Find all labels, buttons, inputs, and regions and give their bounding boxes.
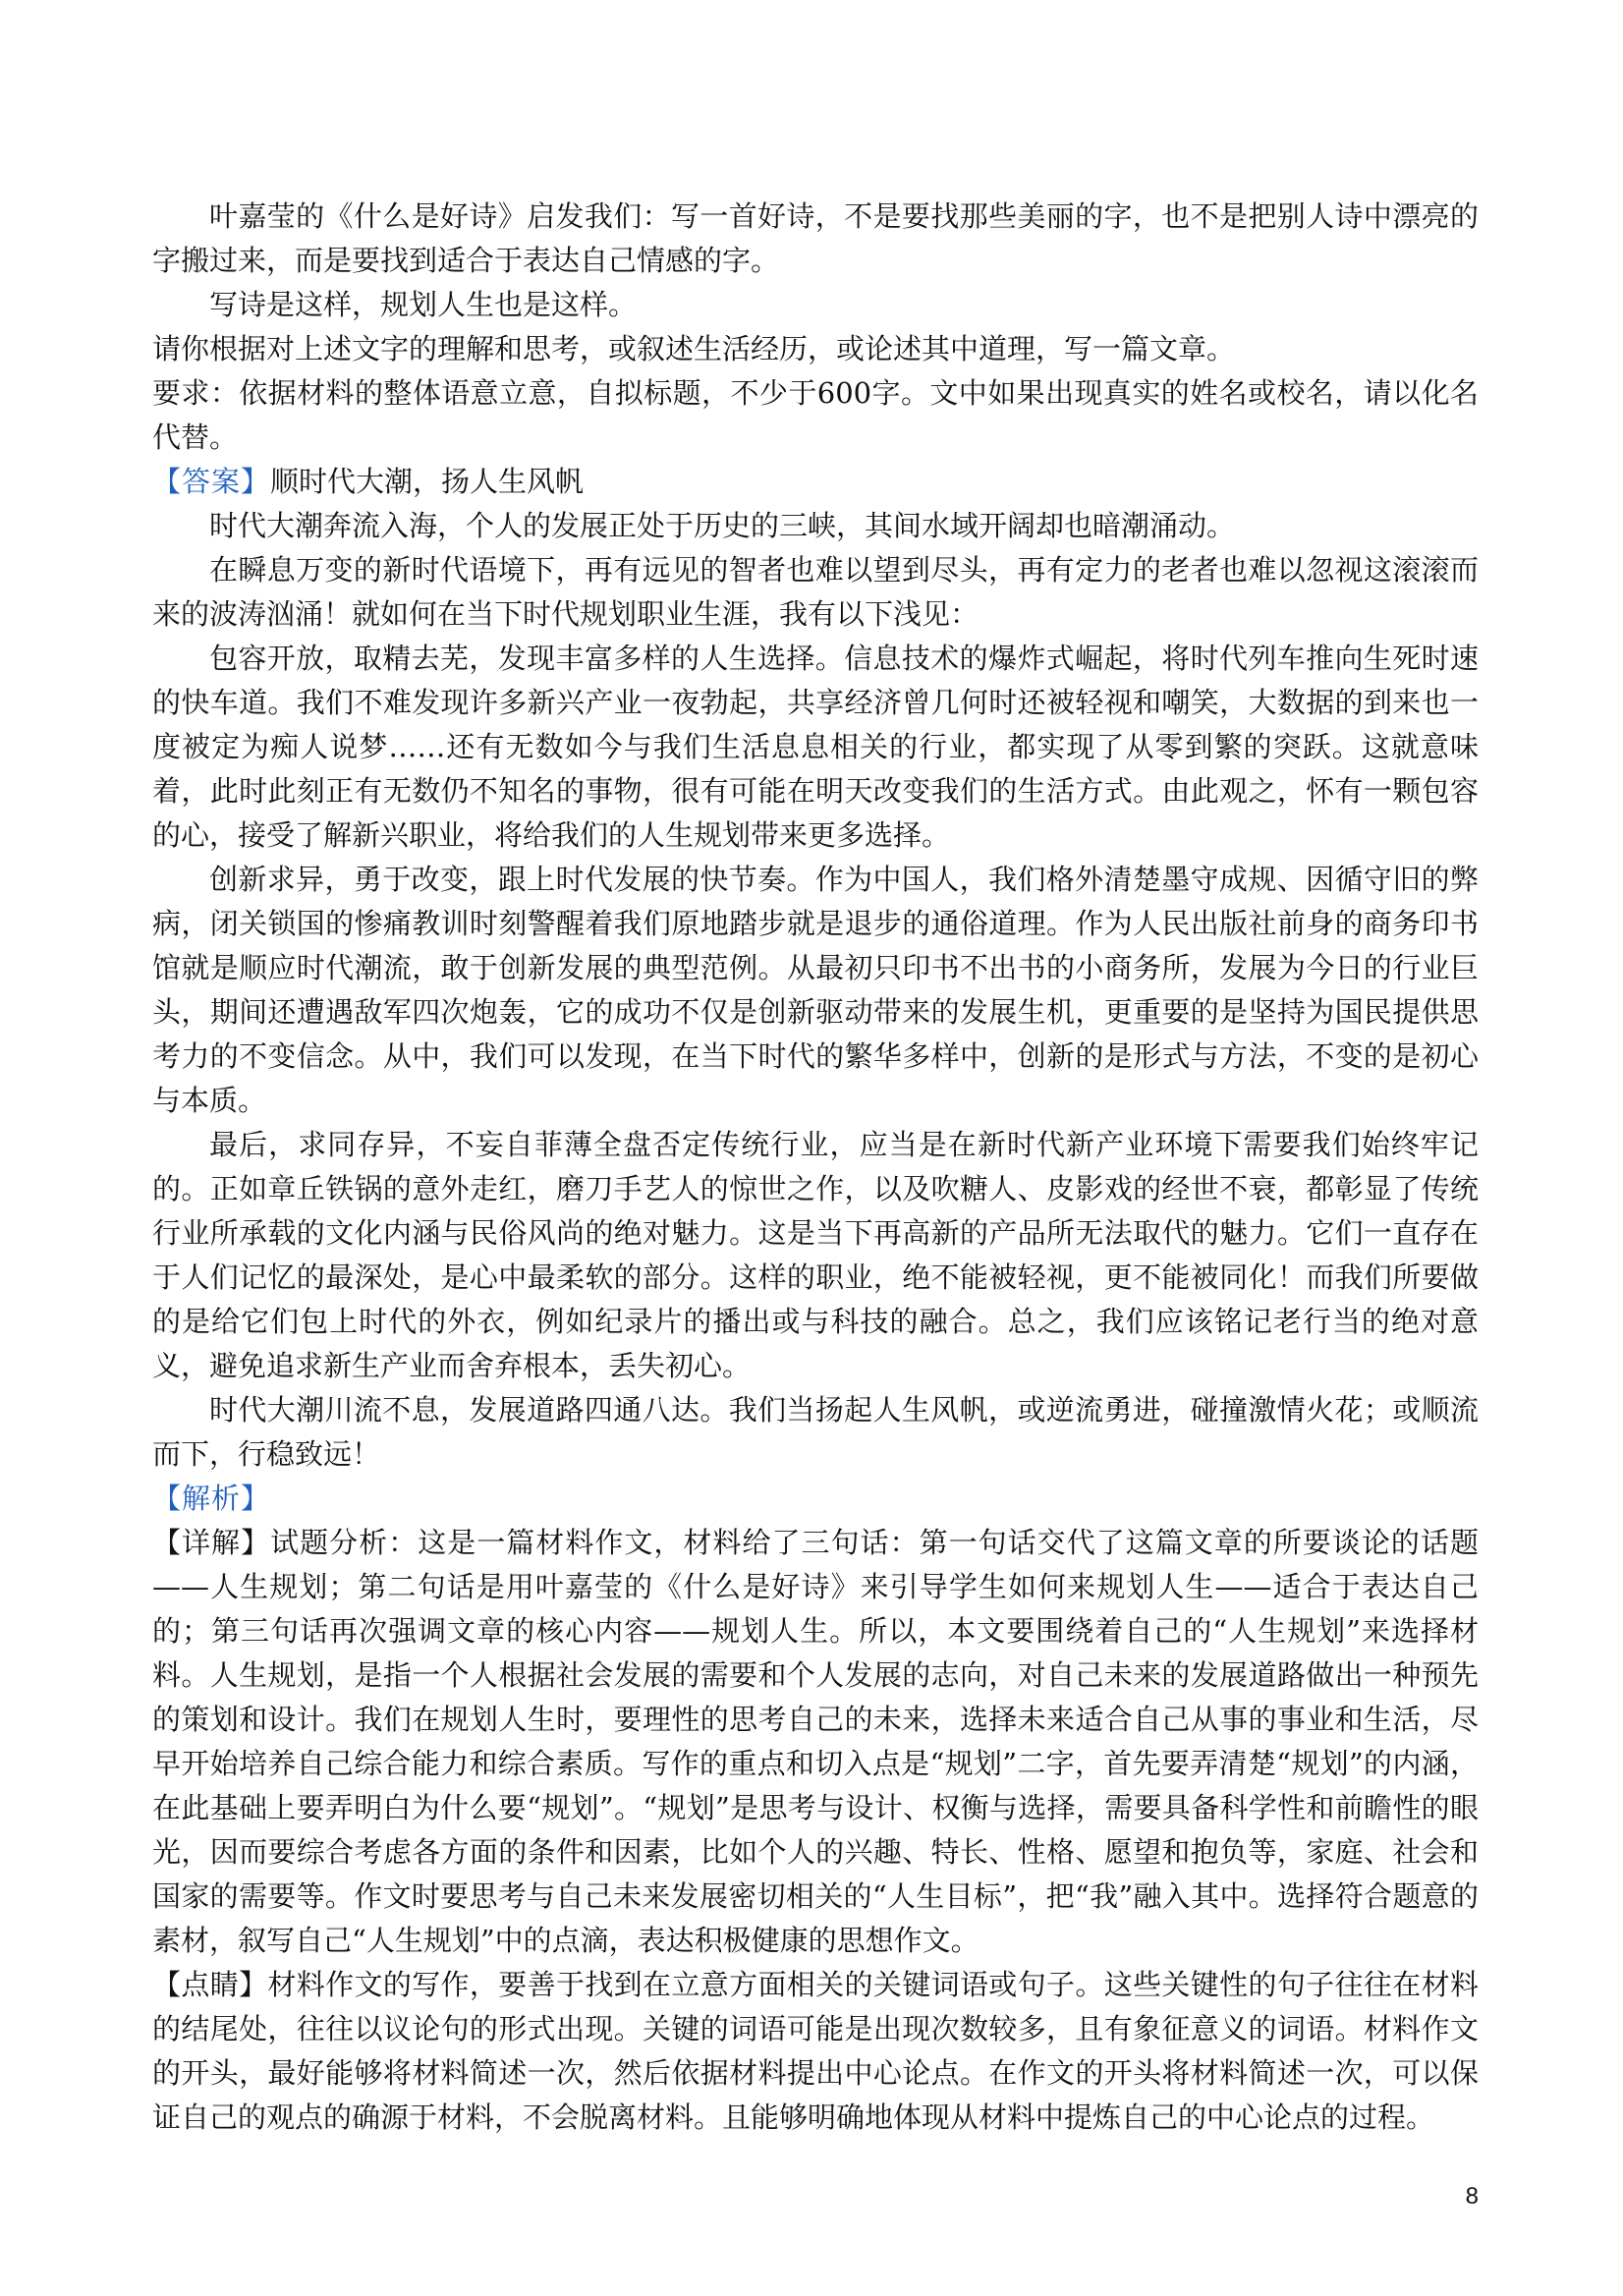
answer-tag: 【答案】 — [152, 465, 271, 498]
detail-paragraph — [152, 1521, 1479, 1963]
answer-paragraph-6: 时代大潮川流不息，发展道路四通八达。我们当扬起人生风帆，或逆流勇进，碰撞激情火花；或顺流而下，行稳致远！ — [152, 1393, 1479, 1471]
detail-text: 试题分析：这是一篇材料作文，材料给了三句话：第一句话交代了这篇文章的所要谈论的话题——人生规划；第二句话是用叶嘉莹的《什么是好诗》来引导学生如何来规划人生——适合于表达自己的；第三句话再次强调文章的核心内容——规划人生。所以，本文要围绕着自己的“人生规划”来选择材料。人生规划，是指一个人根据社会发展的需要和个人发展的志向，对自己未来的发展道路做出一种预先的策划和设计。我们在规划人生时，要理性的思考自己的未来，选择未来适合自己从事的事业和生活，尽早开始培养自己综合能力和综合素质。写作的重点和切入点是“规划”二字，首先要弄清楚“规划”的内涵，在此基础上要弄明白为什么要“规划”。“规划”是思考与设计、权衡与选择，需要具备科学性和前瞻性的眼光，因而要综合考虑各方面的条件和因素，比如个人的兴趣、特长、性格、愿望和抱负等，家庭、社会和国家的需要等。作文时要思考与自己未来发展密切相关的“人生目标”，把“我”融入其中。选择符合题意的素材，叙写自己“人生规划”中的点滴，表达积极健康的思想作文。 — [152, 1526, 1479, 1957]
page-number: 8 — [1465, 2183, 1479, 2210]
tip-paragraph — [152, 1963, 1479, 2140]
answer-paragraph-5: 最后，求同存异，不妄自菲薄全盘否定传统行业，应当是在新时代新产业环境下需要我们始终牢记的。正如章丘铁锅的意外走红，磨刀手艺人的惊世之作，以及吹糖人、皮影戏的经世不衰，都彰显了传统行业所承载的文化内涵与民俗风尚的绝对魅力。这是当下再高新的产品所无法取代的魅力。它们一直存在于人们记忆的最深处，是心中最柔软的部分。这样的职业，绝不能被轻视，更不能被同化！而我们所要做的是给它们包上时代的外衣，例如纪录片的播出或与科技的融合。总之，我们应该铭记老行当的绝对意义，避免追求新生产业而舍弃根本，丢失初心。 — [152, 1128, 1479, 1382]
prompt-paragraph-2: 写诗是这样，规划人生也是这样。 — [209, 288, 638, 321]
answer-paragraph-1: 时代大潮奔流入海，个人的发展正处于历史的三峡，其间水域开阔却也暗潮涌动。 — [209, 509, 1236, 542]
answer-paragraph-2: 在瞬息万变的新时代语境下，再有远见的智者也难以望到尽头，再有定力的老者也难以忽视这滚滚而来的波涛汹涌！就如何在当下时代规划职业生涯，我有以下浅见： — [152, 553, 1479, 631]
answer-title: 顺时代大潮，扬人生风帆 — [270, 465, 585, 498]
analysis-tag: 【解析】 — [152, 1482, 271, 1515]
prompt-paragraph-3: 请你根据对上述文字的理解和思考，或叙述生活经历，或论述其中道理，写一篇文章。 — [152, 332, 1236, 365]
prompt-paragraph-1: 叶嘉莹的《什么是好诗》启发我们：写一首好诗，不是要找那些美丽的字，也不是把别人诗中漂亮的字搬过来，而是要找到适合于表达自己情感的字。 — [152, 199, 1479, 277]
document-page — [152, 195, 1479, 2140]
tip-tag: 【点睛】 — [152, 1968, 268, 2001]
answer-paragraph-3: 包容开放，取精去芜，发现丰富多样的人生选择。信息技术的爆炸式崛起，将时代列车推向生死时速的快车道。我们不难发现许多新兴产业一夜勃起，共享经济曾几何时还被轻视和嘲笑，大数据的到来也一度被定为痴人说梦……还有无数如今与我们生活息息相关的行业，都实现了从零到繁的突跃。这就意味着，此时此刻正有无数仍不知名的事物，很有可能在明天改变我们的生活方式。由此观之，怀有一颗包容的心，接受了解新兴职业，将给我们的人生规划带来更多选择。 — [152, 642, 1479, 852]
analysis-heading — [152, 1477, 1479, 1521]
detail-tag: 【详解】 — [152, 1526, 271, 1559]
prompt-requirements: 要求：依据材料的整体语意立意，自拟标题，不少于600字。文中如果出现真实的姓名或校名，请以化名代替。 — [152, 376, 1479, 454]
answer-paragraph-4: 创新求异，勇于改变，跟上时代发展的快节奏。作为中国人，我们格外清楚墨守成规、因循守旧的弊病，闭关锁国的惨痛教训时刻警醒着我们原地踏步就是退步的通俗道理。作为人民出版社前身的商务印书馆就是顺应时代潮流，敢于创新发展的典型范例。从最初只印书不出书的小商务所，发展为今日的行业巨头，期间还遭遇敌军四次炮轰，它的成功不仅是创新驱动带来的发展生机，更重要的是坚持为国民提供思考力的不变信念。从中，我们可以发现，在当下时代的繁华多样中，创新的是形式与方法，不变的是初心与本质。 — [152, 863, 1479, 1117]
tip-text: 材料作文的写作，要善于找到在立意方面相关的关键词语或句子。这些关键性的句子往往在材料的结尾处，往往以议论句的形式出现。关键的词语可能是出现次数较多，且有象征意义的词语。材料作文的开头，最好能够将材料简述一次，然后依据材料提出中心论点。在作文的开头将材料简述一次，可以保证自己的观点的确源于材料，不会脱离材料。且能够明确地体现从材料中提炼自己的中心论点的过程。 — [152, 1968, 1479, 2134]
answer-heading — [152, 460, 1479, 504]
